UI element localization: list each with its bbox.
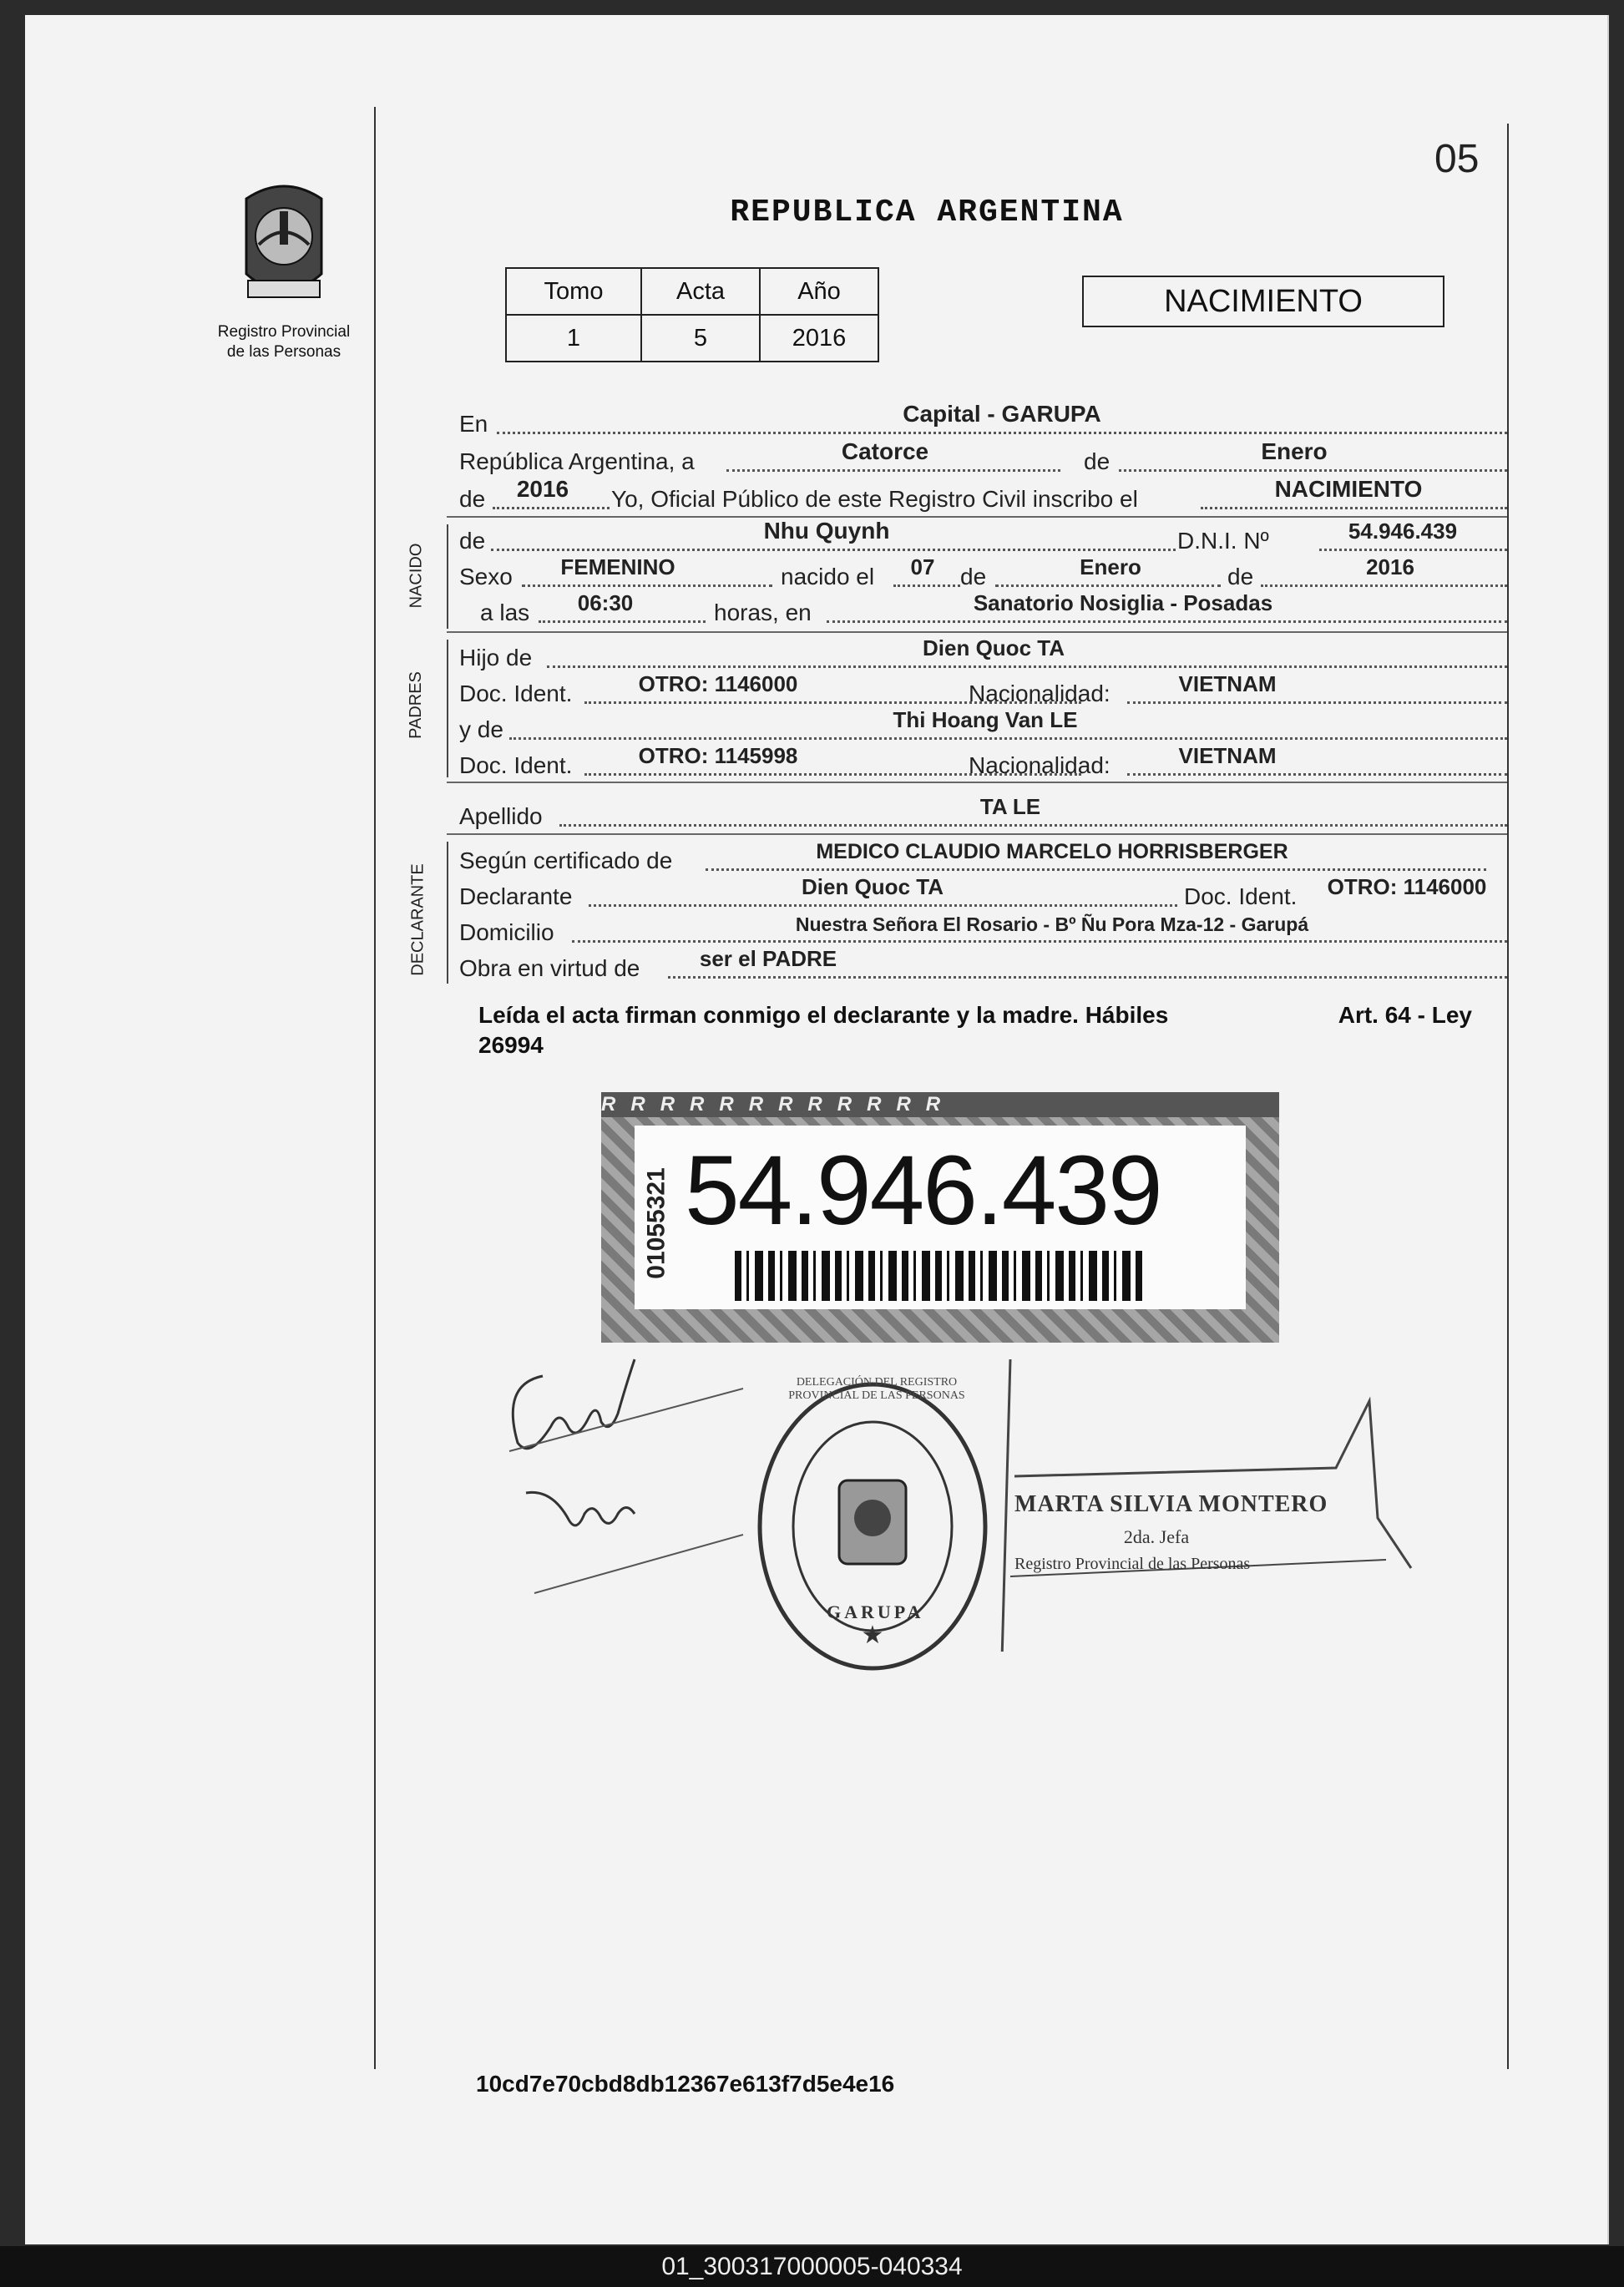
nacido-dia: 07 (910, 554, 935, 579)
sticker-band (601, 1092, 1279, 1117)
declarante-bar (447, 842, 448, 984)
nacido-el-label: nacido el (781, 564, 875, 589)
svg-text:★: ★ (861, 1622, 884, 1649)
seal-outer-text: DELEGACIÓN DEL REGISTRO PROVINCIAL DE LAS PERSONAS (788, 1376, 965, 1402)
padres-row-3 (459, 706, 1507, 743)
act-type-box: NACIMIENTO (1082, 276, 1444, 327)
madre-nac-label: Nacionalidad: (969, 752, 1110, 778)
declarante-doc: OTRO: 1146000 (1327, 874, 1487, 899)
certificado-value: MEDICO CLAUDIO MARCELO HORRISBERGER (816, 840, 1288, 863)
hijo-de-label: Hijo de (459, 645, 533, 670)
document-page (25, 15, 1609, 2244)
padres-row-1 (459, 635, 1507, 671)
intro-dia: Catorce (841, 438, 929, 464)
declarante-doc-label: Doc. Ident. (1184, 883, 1298, 909)
padre-doc-label: Doc. Ident. (459, 681, 573, 706)
official-stamp (1014, 1491, 1332, 1574)
sticker-letter: R (690, 1093, 720, 1116)
sticker-letter: R (748, 1093, 779, 1116)
nacido-nombre: Nhu Quynh (763, 518, 890, 544)
padre-nac-label: Nacionalidad: (969, 681, 1110, 706)
nacido-sexo: FEMENINO (560, 554, 675, 579)
intro-mes: Enero (1261, 438, 1328, 464)
nacido-anio: 2016 (1366, 554, 1414, 579)
declarante-row-4 (459, 945, 1507, 982)
horas-en-label: horas, en (714, 600, 812, 625)
document-hash: 10cd7e70cbd8db12367e613f7d5e4e16 (476, 2071, 895, 2097)
nacido-mes: Enero (1080, 554, 1141, 579)
nacido-hora: 06:30 (577, 590, 634, 615)
closing-article: Art. 64 - Ley (1338, 1002, 1472, 1028)
sticker-barcode (735, 1251, 1144, 1301)
domicilio-value: Nuestra Señora El Rosario - Bº Ñu Pora Mza-12 - Garupá (795, 913, 1309, 935)
official-name: MARTA SILVIA MONTERO (1014, 1491, 1328, 1517)
official-office: Registro Provincial de las Personas (1014, 1555, 1251, 1573)
apellido-row (459, 793, 1507, 830)
sticker-letter: R (778, 1093, 808, 1116)
closing-text (478, 1000, 1480, 1060)
padre-nac: VIETNAM (1178, 671, 1277, 696)
sticker-letter: R (925, 1093, 956, 1116)
madre-nac: VIETNAM (1178, 743, 1277, 768)
intro-acto: NACIMIENTO (1274, 476, 1423, 502)
obra-value: ser el PADRE (699, 946, 837, 971)
republica-label: República Argentina, a (459, 448, 695, 474)
madre-nombre: Thi Hoang Van LE (893, 707, 1078, 732)
apellido-label: Apellido (459, 803, 543, 829)
madre-doc: OTRO: 1145998 (638, 743, 798, 768)
nacido-dni: 54.946.439 (1348, 519, 1458, 544)
sticker-letter: R (660, 1093, 691, 1116)
sticker-letter: R (719, 1093, 749, 1116)
section-label-padres: PADRES (406, 671, 425, 739)
nacido-de-label-3: de (1227, 564, 1254, 589)
provincial-crest-icon (238, 174, 330, 316)
a-las-label: a las (480, 600, 530, 625)
registry-logo (192, 174, 376, 366)
document-title: REPUBLICA ARGENTINA (730, 195, 1124, 230)
sticker-letter: R (837, 1093, 868, 1116)
intro-texto: Yo, Oficial Público de este Registro Civil inscribo el (611, 486, 1138, 512)
dni-sticker (601, 1092, 1279, 1343)
intro-anio: 2016 (516, 476, 569, 502)
nacido-de-label: de (459, 528, 486, 554)
mother-signature (518, 1468, 768, 1601)
nacido-de-label-2: de (960, 564, 987, 589)
nacido-row-1 (459, 518, 1507, 554)
declarante-row-3 (459, 909, 1507, 946)
padres-row-4 (459, 742, 1507, 779)
nacido-row-2 (459, 554, 1507, 590)
sticker-letter: R (896, 1093, 926, 1116)
intro-row-1 (459, 401, 1507, 438)
left-margin-line (374, 107, 376, 2069)
sticker-letter: R (601, 1093, 631, 1116)
value-tomo: 1 (506, 315, 641, 362)
right-margin-line (1507, 124, 1509, 2069)
value-acta: 5 (641, 315, 760, 362)
nacido-lugar: Sanatorio Nosiglia - Posadas (973, 590, 1273, 615)
separator-4 (447, 833, 1507, 835)
section-label-nacido: NACIDO (407, 543, 426, 609)
intro-de-label: de (1084, 448, 1110, 474)
seal-bottom-text: GARUPA (827, 1601, 924, 1622)
sticker-letter: R (807, 1093, 837, 1116)
registry-seal (751, 1376, 994, 1677)
sticker-letter: R (630, 1093, 660, 1116)
sexo-label: Sexo (459, 564, 513, 589)
logo-caption-2: de las Personas (226, 343, 341, 361)
padres-row-2 (459, 670, 1507, 707)
obra-label: Obra en virtud de (459, 955, 640, 981)
sticker-letter: R (867, 1093, 897, 1116)
y-de-label: y de (459, 716, 503, 742)
logo-caption-1: Registro Provincial (217, 323, 351, 341)
madre-doc-label: Doc. Ident. (459, 752, 573, 778)
value-anio: 2016 (760, 315, 878, 362)
en-label: En (459, 411, 488, 437)
sticker-number: 54.946.439 (685, 1136, 1161, 1246)
intro-de2-label: de (459, 486, 486, 512)
padre-nombre: Dien Quoc TA (923, 635, 1065, 660)
dni-label: D.N.I. Nº (1177, 528, 1269, 554)
declarante-nombre: Dien Quoc TA (802, 874, 944, 899)
closing-sentence: Leída el acta firman conmigo el declarante y la madre. Hábiles (478, 1002, 1169, 1028)
sticker-serial: 01055321 (642, 1167, 670, 1279)
intro-row-3 (459, 476, 1507, 513)
header-tomo: Tomo (506, 268, 641, 315)
nacido-row-3 (459, 589, 1507, 626)
padre-doc: OTRO: 1146000 (638, 671, 798, 696)
padres-bar (447, 640, 448, 777)
certificado-label: Según certificado de (459, 848, 673, 873)
apellido-value: TA LE (979, 794, 1041, 819)
declarante-row-2 (459, 873, 1507, 910)
declarante-label: Declarante (459, 883, 573, 909)
sticker-inner (635, 1126, 1246, 1309)
section-label-declarante: DECLARANTE (408, 863, 428, 976)
header-acta: Acta (641, 268, 760, 315)
nacido-bar (447, 524, 448, 629)
separator-2 (447, 631, 1507, 633)
intro-lugar: Capital - GARUPA (903, 401, 1101, 427)
page-number: 05 (1434, 137, 1480, 181)
header-anio: Año (760, 268, 878, 315)
declarante-row-1 (459, 837, 1507, 874)
domicilio-label: Domicilio (459, 919, 554, 945)
separator-3 (447, 782, 1507, 783)
closing-law-number: 26994 (478, 1032, 544, 1058)
intro-row-2 (459, 438, 1507, 475)
official-role: 2da. Jefa (1123, 1526, 1190, 1547)
file-footer: 01_300317000005-040334 (0, 2246, 1624, 2287)
registry-table (505, 267, 879, 362)
